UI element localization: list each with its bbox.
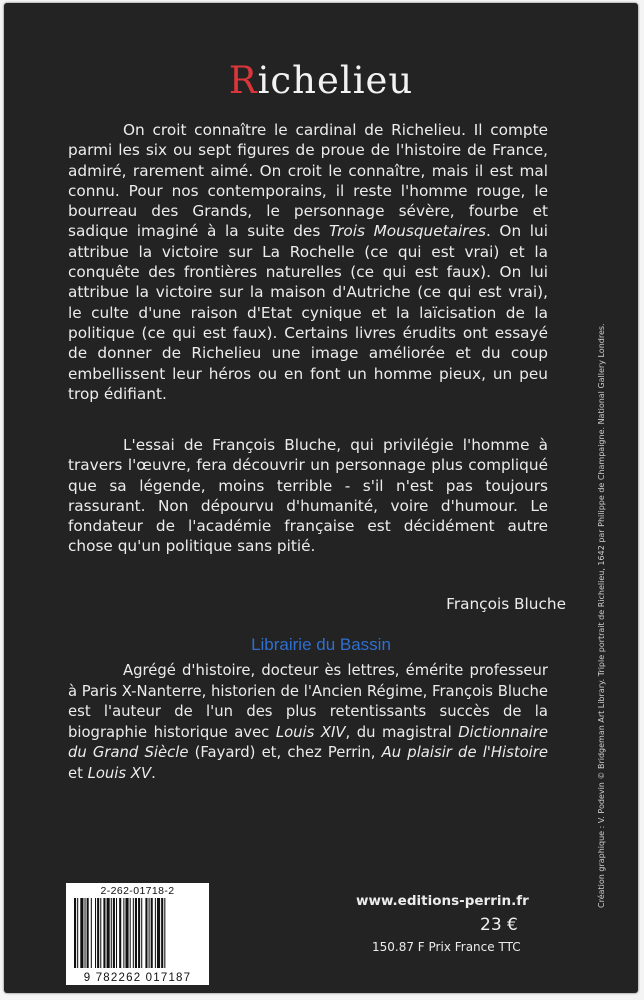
bio-text: , du magistral — [345, 723, 459, 741]
ean-number: 9 782262 017187 — [83, 972, 192, 984]
barcode-bar — [149, 898, 150, 968]
description-text: . On lui attribue la victoire sur La Rochelle (ce qui est vrai) et la conquête des frontières naturelles (ce qui est faux). On lui attribue la victoire sur la maison d'Autriche (ce qui est vrai), le culte d'une raison d'Etat cynique et la laïcisation de la politique (ce qui est faux). Certains livres érudits ont essayé de donner de Richelieu une image améliorée et du coup embellissent leur héros ou en font un homme pieux, un peu trop édifiant. — [68, 222, 549, 403]
bio-text: et — [68, 764, 88, 782]
bio-text: Agrégé d'histoire, docteur ès lettres, émérite professeur à Paris X-Nanterre, historien de l'Ancien Régime, François Bluche est l'auteur de l'un des plus retentissants succès de la biographie historique avec — [68, 662, 548, 741]
barcode-bar — [145, 898, 147, 968]
barcode-bar — [74, 898, 76, 968]
barcode-bar — [85, 898, 86, 968]
bio-text: (Fayard) et, chez Perrin, — [188, 744, 382, 761]
barcode-bar — [155, 898, 156, 968]
barcode-bar — [138, 898, 140, 968]
barcode-bar — [111, 898, 112, 968]
bio-italic-title: Louis XIV — [275, 723, 346, 741]
book-back-cover — [4, 3, 638, 993]
barcode-label — [66, 883, 209, 985]
price: 23 € — [480, 915, 518, 935]
publisher-website: www.editions-perrin.fr — [356, 893, 529, 909]
book-title — [4, 59, 638, 102]
bio-text: . — [151, 764, 156, 782]
barcode-bar — [123, 898, 124, 968]
bio-italic-title: Dictionnaire du Grand Siècle — [68, 723, 548, 761]
barcode-bar — [97, 898, 99, 968]
barcode-bar — [151, 898, 153, 968]
barcode-bar — [161, 898, 163, 968]
title-rest: ichelieu — [257, 59, 414, 102]
image-credit: Création graphique : V. Podevin © Bridgeman Art Library. Triple portrait de Richelieu, 1642 par Philippe de Champaigne. National Gallery Londres. — [597, 323, 606, 908]
bio-italic-title: Au plaisir de l'Histoire — [381, 744, 548, 761]
author-signature: François Bluche — [446, 595, 566, 613]
description-text: L'essai de François Bluche, qui privilégie l'homme à travers l'œuvre, fera découvrir un personnage plus compliqué que sa légende, moins terrible - s'il n'est pas toujours rassurant. Non dépourvu d'humanité, voire d'humour. Le fondateur de l'académie française est décidément autre chose qu'un politique sans pitié. — [68, 436, 548, 556]
barcode-bar — [103, 898, 105, 968]
barcode-bar — [157, 898, 160, 968]
barcode-bar — [125, 898, 128, 968]
barcode-bar — [80, 898, 83, 968]
barcode-bar — [135, 898, 137, 968]
barcode-bar — [116, 898, 117, 968]
barcode-icon — [74, 898, 201, 968]
barcode-bar — [113, 898, 115, 968]
barcode-bar — [130, 898, 131, 968]
barcode-bar — [100, 898, 101, 968]
barcode-bar — [133, 898, 134, 968]
description-paragraph-2 — [68, 435, 548, 557]
author-bio — [68, 661, 548, 784]
description-italic-title: Trois Mousquetaires — [328, 222, 486, 241]
barcode-bar — [95, 898, 96, 968]
barcode-bar — [87, 898, 89, 968]
barcode-bar — [141, 898, 142, 968]
barcode-bar — [119, 898, 121, 968]
bookshop-watermark: Librairie du Bassin — [251, 635, 391, 654]
description-paragraph-1 — [68, 120, 548, 404]
isbn-number: 2-262-01718-2 — [100, 885, 175, 897]
description-text: On croit connaître le cardinal de Richelieu. Il compte parmi les six ou sept figures de proue de l'histoire de France, admiré, rarement aimé. On croit le connaître, mais il est mal connu. Pour nos contemporains, il reste l'homme rouge, le bourreau des Grands, le personnage sévère, fourbe et sadique imaginé à la suite des — [68, 121, 548, 241]
barcode-bar — [91, 898, 92, 968]
bio-italic-title: Louis XV — [87, 764, 152, 782]
barcode-bar — [77, 898, 78, 968]
price-note: 150.87 F Prix France TTC — [372, 940, 521, 954]
barcode-bar — [164, 898, 165, 968]
title-initial: R — [228, 59, 258, 102]
barcode-bar — [107, 898, 110, 968]
